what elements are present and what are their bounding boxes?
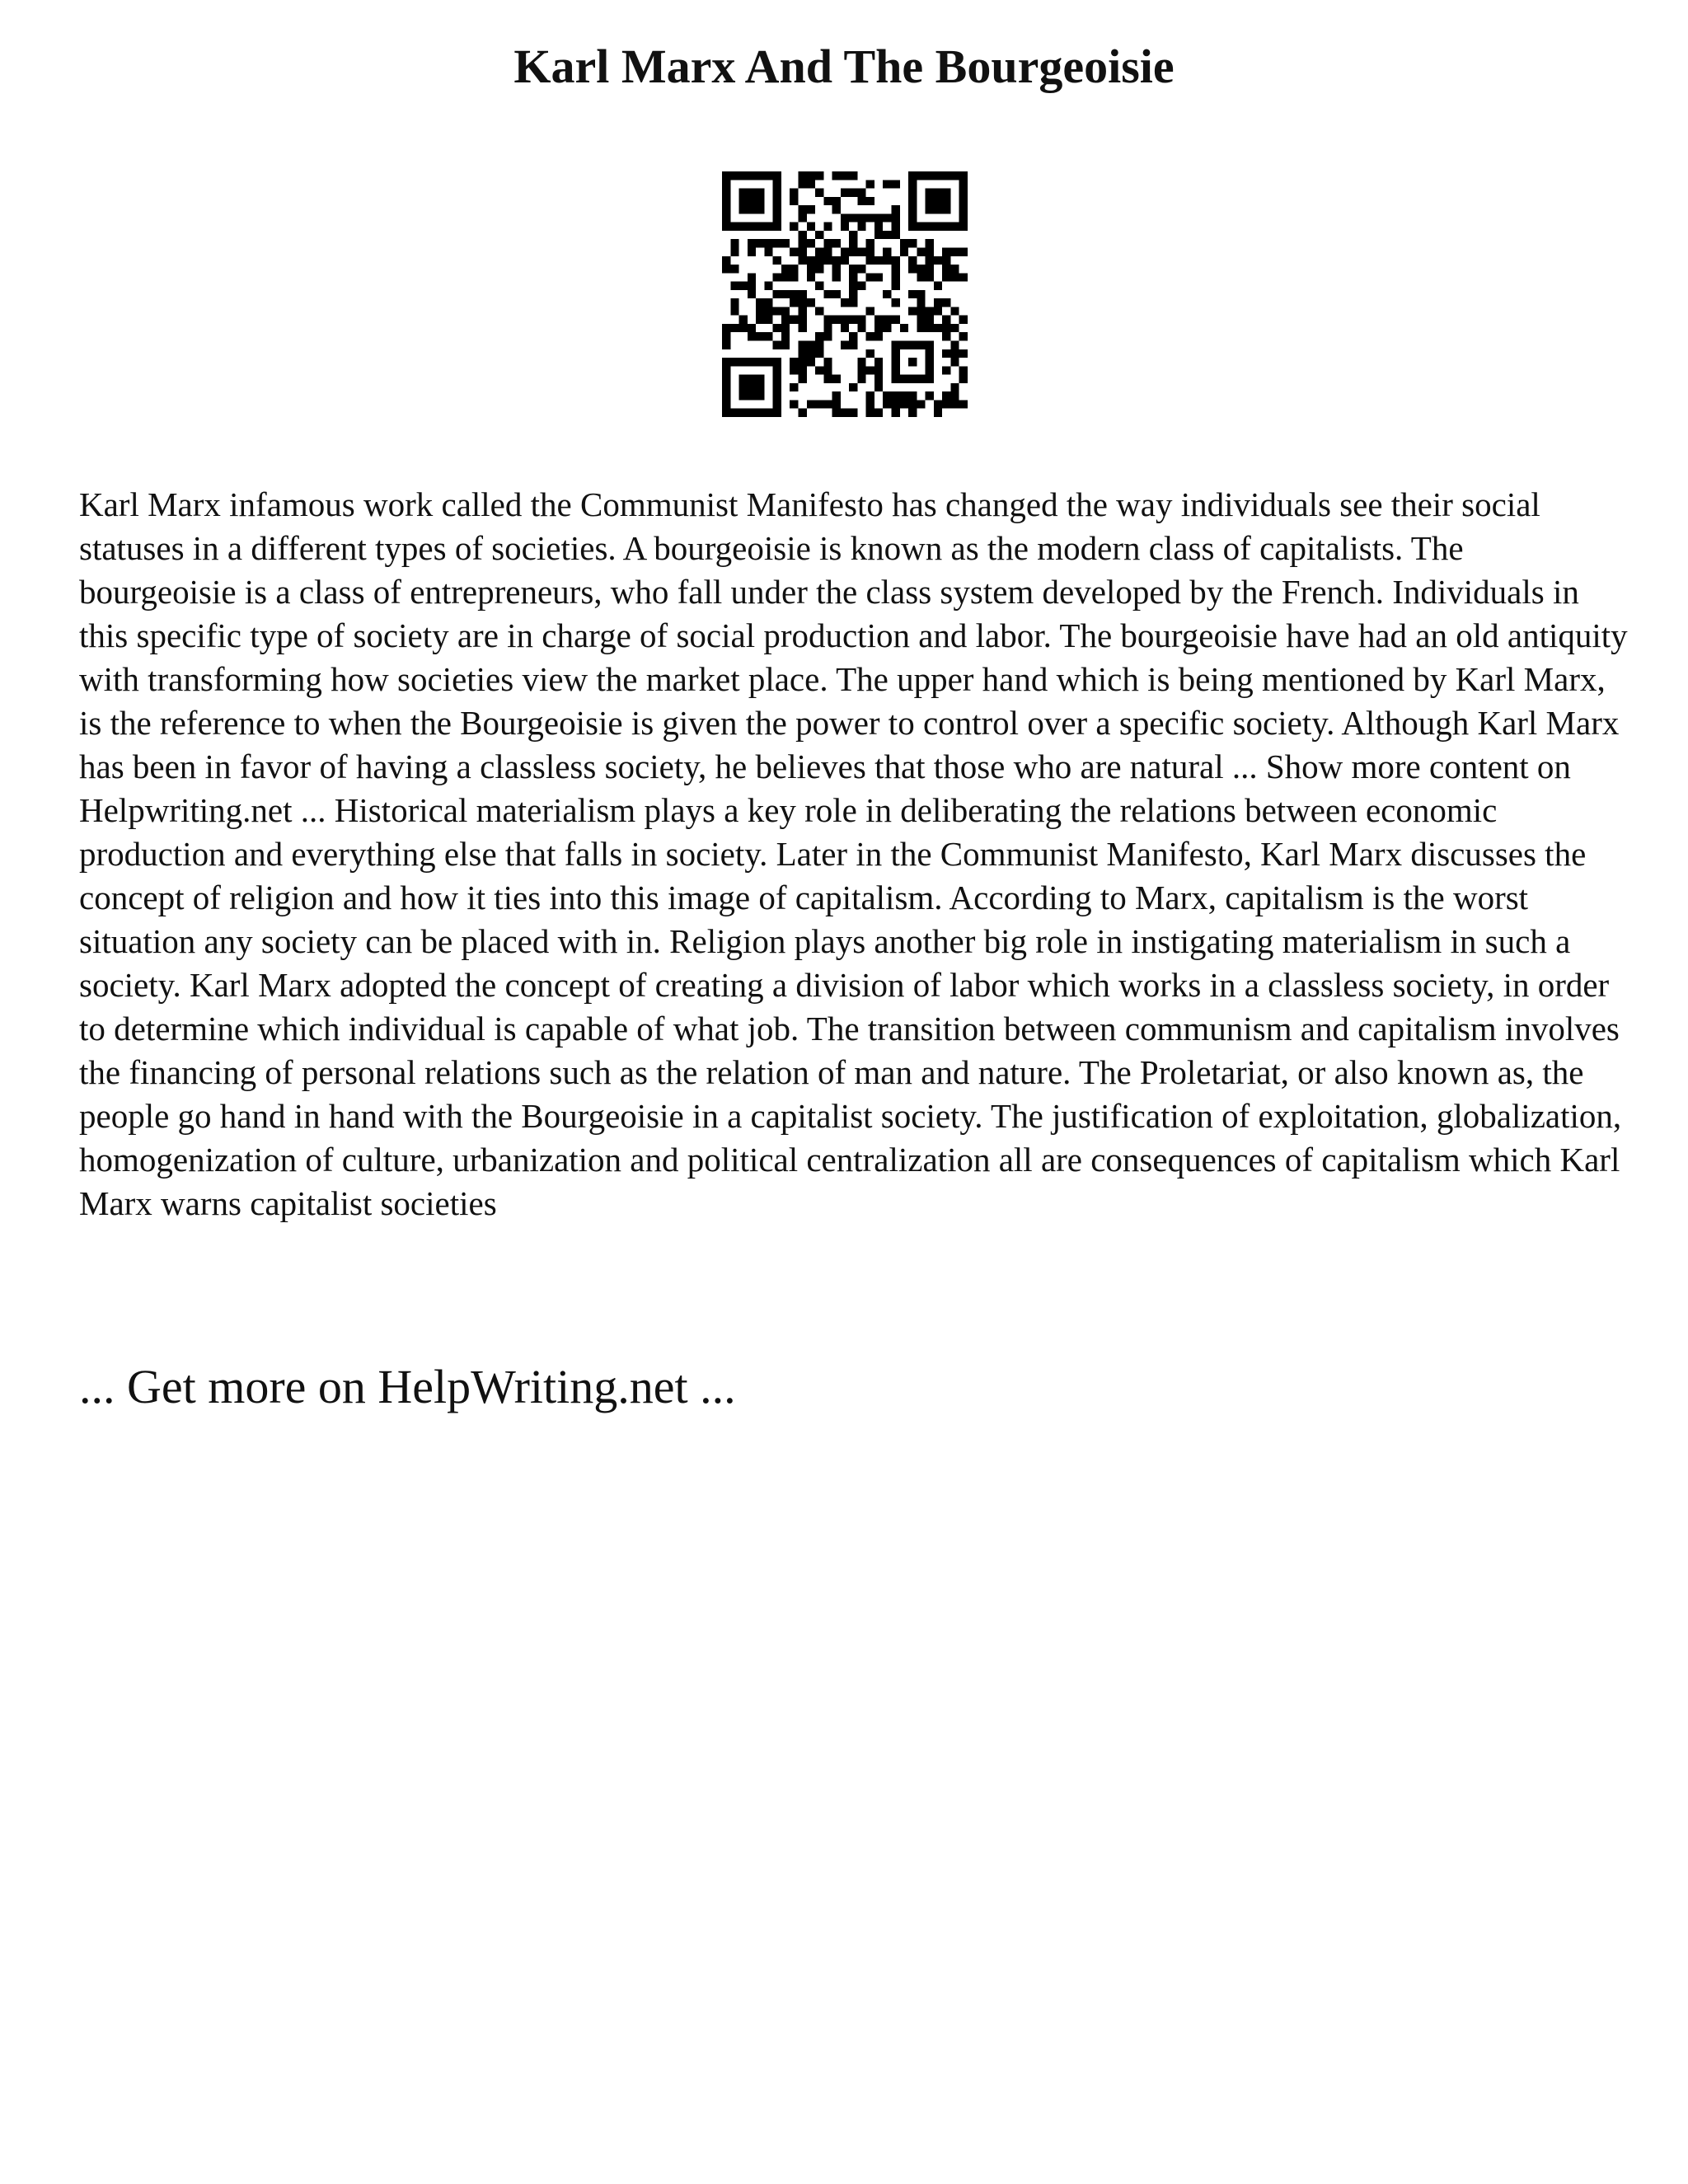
qr-module [892, 409, 900, 417]
qr-module [807, 298, 815, 307]
qr-module [874, 324, 883, 332]
qr-module [798, 256, 806, 265]
qr-module [874, 375, 883, 383]
qr-module [959, 332, 968, 340]
qr-module [722, 324, 730, 332]
qr-code-icon [722, 171, 968, 417]
qr-module [823, 375, 832, 383]
qr-module [748, 273, 756, 281]
qr-module [874, 332, 883, 340]
qr-module [866, 391, 874, 400]
qr-module [926, 324, 934, 332]
qr-module [756, 307, 764, 315]
qr-module [798, 171, 806, 180]
qr-module [722, 341, 730, 349]
qr-module [832, 205, 841, 213]
qr-module [823, 197, 832, 205]
qr-module [926, 316, 934, 324]
qr-module [764, 298, 772, 307]
qr-module [722, 265, 730, 273]
qr-module [926, 265, 934, 273]
qr-module [857, 247, 865, 255]
qr-module [857, 375, 865, 383]
qr-module [823, 247, 832, 255]
qr-module [773, 290, 781, 298]
qr-module [959, 375, 968, 383]
qr-module [815, 247, 823, 255]
qr-module [942, 273, 950, 281]
qr-module [756, 239, 764, 247]
qr-module [874, 223, 883, 231]
qr-module [908, 409, 917, 417]
qr-module [950, 358, 959, 366]
page-title: Karl Marx And The Bourgeoisie [513, 40, 1175, 93]
qr-module [849, 265, 857, 273]
qr-module [781, 307, 790, 315]
qr-module [756, 332, 764, 340]
qr-module [942, 316, 950, 324]
qr-module [950, 247, 959, 255]
qr-module [942, 298, 950, 307]
qr-module [950, 273, 959, 281]
qr-module [807, 180, 815, 188]
qr-module [790, 197, 798, 205]
qr-module [807, 358, 815, 366]
qr-module [874, 366, 883, 374]
qr-module [790, 366, 798, 374]
qr-module [883, 324, 891, 332]
qr-module [790, 265, 798, 273]
qr-module [942, 324, 950, 332]
qr-module [841, 223, 849, 231]
qr-module [832, 391, 841, 400]
qr-module [883, 290, 891, 298]
qr-module [773, 273, 781, 281]
qr-module [764, 307, 772, 315]
qr-module [730, 298, 738, 307]
qr-module [892, 231, 900, 239]
qr-module [934, 324, 942, 332]
qr-module [874, 409, 883, 417]
qr-module [926, 247, 934, 255]
qr-module [900, 391, 908, 400]
qr-module [748, 282, 756, 290]
qr-module [832, 197, 841, 205]
qr-module [892, 400, 900, 408]
qr-module [730, 239, 738, 247]
article-body: Karl Marx infamous work called the Communist Manifesto has changed the way individuals see their social statuses in a different types of societies. A bourgeoisie is known as the modern class of capitalists. The bourgeoisie is a class of entrepreneurs, who fall under the class system developed by the French. Individuals in this specific type of society are in charge of social production and labor. The bourgeoisie have had an old antiquity with transforming how societies view the market place. The upper hand which is being mentioned by Karl Marx, is the reference to when the Bourgeoisie is given the power to control over a specific society. Although Karl Marx has been in favor of having a classless society, he believes that those who are natural ... Show more content on Helpwriting.net ... Historical materialism plays a key role in deliberating the relations between economic production and everything else that falls in society. Later in the Communist Manifesto, Karl Marx discusses the concept of religion and how it ties into this image of capitalism. According to Marx, capitalism is the worst situation any society can be placed with in. Religion plays another big role in instigating materialism in such a society. Karl Marx adopted the concept of creating a division of labor which works in a classless society, in order to determine which individual is capable of what job. The transition between communism and capitalism involves the financing of personal relations such as the relation of man and nature. The Proletariat, or also known as, the people go hand in hand with the Bourgeoisie in a capitalist society. The justification of exploitation, globalization, homogenization of culture, urbanization and political centralization all are consequences of capitalism which Karl Marx warns capitalist societies [79, 485, 1628, 1222]
qr-module [849, 282, 857, 290]
qr-module [934, 282, 942, 290]
qr-module [908, 265, 917, 273]
qr-module [926, 307, 934, 315]
qr-module [866, 349, 874, 358]
qr-module [849, 273, 857, 281]
qr-module [857, 282, 865, 290]
qr-module [900, 247, 908, 255]
qr-module [781, 239, 790, 247]
qr-module [815, 189, 823, 197]
qr-module [730, 247, 738, 255]
qr-module [790, 358, 798, 366]
qr-module [917, 273, 925, 281]
qr-module [798, 298, 806, 307]
qr-module [798, 358, 806, 366]
qr-module [781, 341, 790, 349]
qr-module [807, 223, 815, 231]
qr-module [790, 316, 798, 324]
qr-module [892, 282, 900, 290]
qr-module [892, 316, 900, 324]
qr-module [959, 247, 968, 255]
qr-module [926, 239, 934, 247]
qr-module [959, 366, 968, 374]
qr-module [874, 383, 883, 391]
qr-module [908, 391, 917, 400]
qr-module [798, 290, 806, 298]
qr-module [815, 171, 823, 180]
qr-module [832, 273, 841, 281]
qr-module [959, 316, 968, 324]
qr-module [917, 298, 925, 307]
qr-module [857, 358, 865, 366]
qr-module [857, 324, 865, 332]
qr-module [950, 324, 959, 332]
qr-module [917, 265, 925, 273]
qr-module [874, 358, 883, 366]
qr-module [908, 290, 917, 298]
qr-module [874, 213, 883, 222]
qr-module [934, 298, 942, 307]
qr-module [764, 282, 772, 290]
qr-module [883, 247, 891, 255]
qr-module [959, 349, 968, 358]
qr-module [849, 332, 857, 340]
qr-module [756, 298, 764, 307]
qr-module [857, 189, 865, 197]
qr-module [900, 324, 908, 332]
qr-module [942, 265, 950, 273]
qr-module [748, 324, 756, 332]
qr-module [730, 307, 738, 315]
qr-module [764, 239, 772, 247]
qr-module [934, 256, 942, 265]
qr-module [857, 316, 865, 324]
qr-module [832, 375, 841, 383]
qr-module [849, 189, 857, 197]
qr-module [857, 197, 865, 205]
qr-module [841, 409, 849, 417]
qr-module [841, 256, 849, 265]
qr-module [917, 324, 925, 332]
qr-module [866, 239, 874, 247]
qr-module [866, 197, 874, 205]
qr-module [798, 409, 806, 417]
qr-module [883, 400, 891, 408]
qr-module [857, 265, 865, 273]
qr-module [832, 400, 841, 408]
qr-module [815, 341, 823, 349]
qr-module [866, 332, 874, 340]
qr-module [798, 247, 806, 255]
qr-module [866, 400, 874, 408]
qr-module [917, 290, 925, 298]
qr-module [892, 205, 900, 213]
qr-module [874, 256, 883, 265]
qr-module [798, 307, 806, 315]
qr-module [815, 349, 823, 358]
qr-module [883, 180, 891, 188]
qr-module [790, 189, 798, 197]
qr-module [798, 324, 806, 332]
qr-module [730, 324, 738, 332]
qr-module [832, 265, 841, 273]
qr-module [807, 256, 815, 265]
qr-module [773, 341, 781, 349]
qr-module [756, 316, 764, 324]
qr-module [781, 273, 790, 281]
qr-module [730, 265, 738, 273]
qr-module [900, 400, 908, 408]
qr-module [722, 256, 730, 265]
qr-module [950, 349, 959, 358]
qr-module [748, 290, 756, 298]
qr-module [815, 256, 823, 265]
qr-module [832, 290, 841, 298]
qr-module [892, 391, 900, 400]
qr-module [841, 316, 849, 324]
qr-module [857, 366, 865, 374]
qr-module [764, 316, 772, 324]
qr-module [823, 316, 832, 324]
qr-module [832, 316, 841, 324]
qr-module [857, 223, 865, 231]
qr-module [917, 307, 925, 315]
get-more-link[interactable]: ... Get more on HelpWriting.net ... [79, 1360, 736, 1413]
qr-module [892, 256, 900, 265]
qr-module [841, 189, 849, 197]
qr-module [798, 375, 806, 383]
qr-module [866, 409, 874, 417]
qr-module [798, 366, 806, 374]
qr-module [908, 307, 917, 315]
qr-module [926, 391, 934, 400]
qr-module [849, 231, 857, 239]
qr-module [832, 171, 841, 180]
qr-module [773, 239, 781, 247]
qr-module [739, 324, 748, 332]
qr-module [892, 298, 900, 307]
qr-module [841, 247, 849, 255]
qr-module [790, 290, 798, 298]
qr-module [942, 256, 950, 265]
qr-module [841, 213, 849, 222]
qr-module [841, 298, 849, 307]
qr-module [730, 282, 738, 290]
qr-module [798, 180, 806, 188]
qr-module [798, 239, 806, 247]
qr-module [790, 273, 798, 281]
qr-module [926, 273, 934, 281]
qr-module [883, 316, 891, 324]
qr-module [781, 290, 790, 298]
qr-module [798, 341, 806, 349]
qr-module [950, 400, 959, 408]
qr-module [874, 316, 883, 324]
qr-module [892, 265, 900, 273]
qr-module [959, 400, 968, 408]
qr-module [823, 358, 832, 366]
qr-module [917, 247, 925, 255]
qr-module [764, 247, 772, 255]
qr-module [790, 298, 798, 307]
qr-module [866, 256, 874, 265]
qr-module [908, 256, 917, 265]
qr-module [823, 400, 832, 408]
qr-module [815, 282, 823, 290]
qr-module [823, 366, 832, 374]
qr-module [950, 391, 959, 400]
qr-module [874, 273, 883, 281]
qr-module [807, 349, 815, 358]
qr-module [781, 332, 790, 340]
qr-module [857, 213, 865, 222]
qr-module [798, 213, 806, 222]
qr-module [866, 247, 874, 255]
qr-module [807, 341, 815, 349]
qr-module [900, 239, 908, 247]
qr-module [866, 180, 874, 188]
qr-module [798, 316, 806, 324]
qr-module [849, 316, 857, 324]
qr-module [807, 265, 815, 273]
qr-module [832, 409, 841, 417]
qr-module [849, 247, 857, 255]
qr-module [781, 265, 790, 273]
qr-module [942, 366, 950, 374]
qr-module [866, 366, 874, 374]
qr-module [823, 332, 832, 340]
qr-module [823, 324, 832, 332]
qr-module [866, 307, 874, 315]
qr-module [773, 324, 781, 332]
qr-module [849, 298, 857, 307]
qr-module [798, 205, 806, 213]
qr-module [883, 231, 891, 239]
qr-module [934, 400, 942, 408]
qr-module [849, 239, 857, 247]
qr-module [942, 349, 950, 358]
qr-module [790, 383, 798, 391]
qr-module [934, 307, 942, 315]
qr-module [748, 332, 756, 340]
qr-module [942, 391, 950, 400]
qr-module [807, 239, 815, 247]
qr-module [934, 409, 942, 417]
qr-module [950, 383, 959, 391]
qr-module [739, 316, 748, 324]
qr-module [917, 316, 925, 324]
qr-module [807, 273, 815, 281]
qr-module [815, 265, 823, 273]
qr-module [841, 324, 849, 332]
qr-module [790, 223, 798, 231]
qr-module [849, 383, 857, 391]
qr-module [950, 341, 959, 349]
qr-module [815, 400, 823, 408]
qr-module [841, 341, 849, 349]
qr-module [849, 171, 857, 180]
qr-module [942, 247, 950, 255]
qr-module [815, 332, 823, 340]
qr-module [790, 400, 798, 408]
qr-module [849, 290, 857, 298]
qr-module [781, 324, 790, 332]
qr-module [926, 256, 934, 265]
qr-module [883, 256, 891, 265]
qr-module [815, 231, 823, 239]
qr-module [807, 171, 815, 180]
qr-module [883, 391, 891, 400]
qr-module [748, 247, 756, 255]
qr-module [798, 349, 806, 358]
qr-module [781, 316, 790, 324]
qr-module [917, 400, 925, 408]
qr-module [773, 256, 781, 265]
qr-module [841, 171, 849, 180]
qr-module [950, 307, 959, 315]
qr-module [908, 400, 917, 408]
qr-module [866, 273, 874, 281]
qr-module [823, 256, 832, 265]
qr-module [959, 273, 968, 281]
qr-module [942, 332, 950, 340]
qr-module [908, 239, 917, 247]
qr-module [849, 213, 857, 222]
qr-module [815, 307, 823, 315]
qr-module [790, 247, 798, 255]
qr-module [892, 213, 900, 222]
qr-module [807, 205, 815, 213]
qr-module [892, 223, 900, 231]
qr-module [849, 341, 857, 349]
qr-module [874, 231, 883, 239]
qr-module [798, 231, 806, 239]
qr-module [950, 265, 959, 273]
qr-module [823, 239, 832, 247]
qr-module [722, 332, 730, 340]
qr-module [892, 273, 900, 281]
qr-module [773, 307, 781, 315]
qr-module [832, 239, 841, 247]
qr-module [866, 213, 874, 222]
qr-module [823, 290, 832, 298]
qr-module [815, 366, 823, 374]
qr-module [748, 239, 756, 247]
qr-module [892, 180, 900, 188]
qr-module [823, 223, 832, 231]
qr-module [883, 213, 891, 222]
qr-module [849, 409, 857, 417]
qr-module [832, 256, 841, 265]
qr-module [942, 400, 950, 408]
qr-module [764, 332, 772, 340]
qr-module [739, 282, 748, 290]
qr-module [807, 400, 815, 408]
